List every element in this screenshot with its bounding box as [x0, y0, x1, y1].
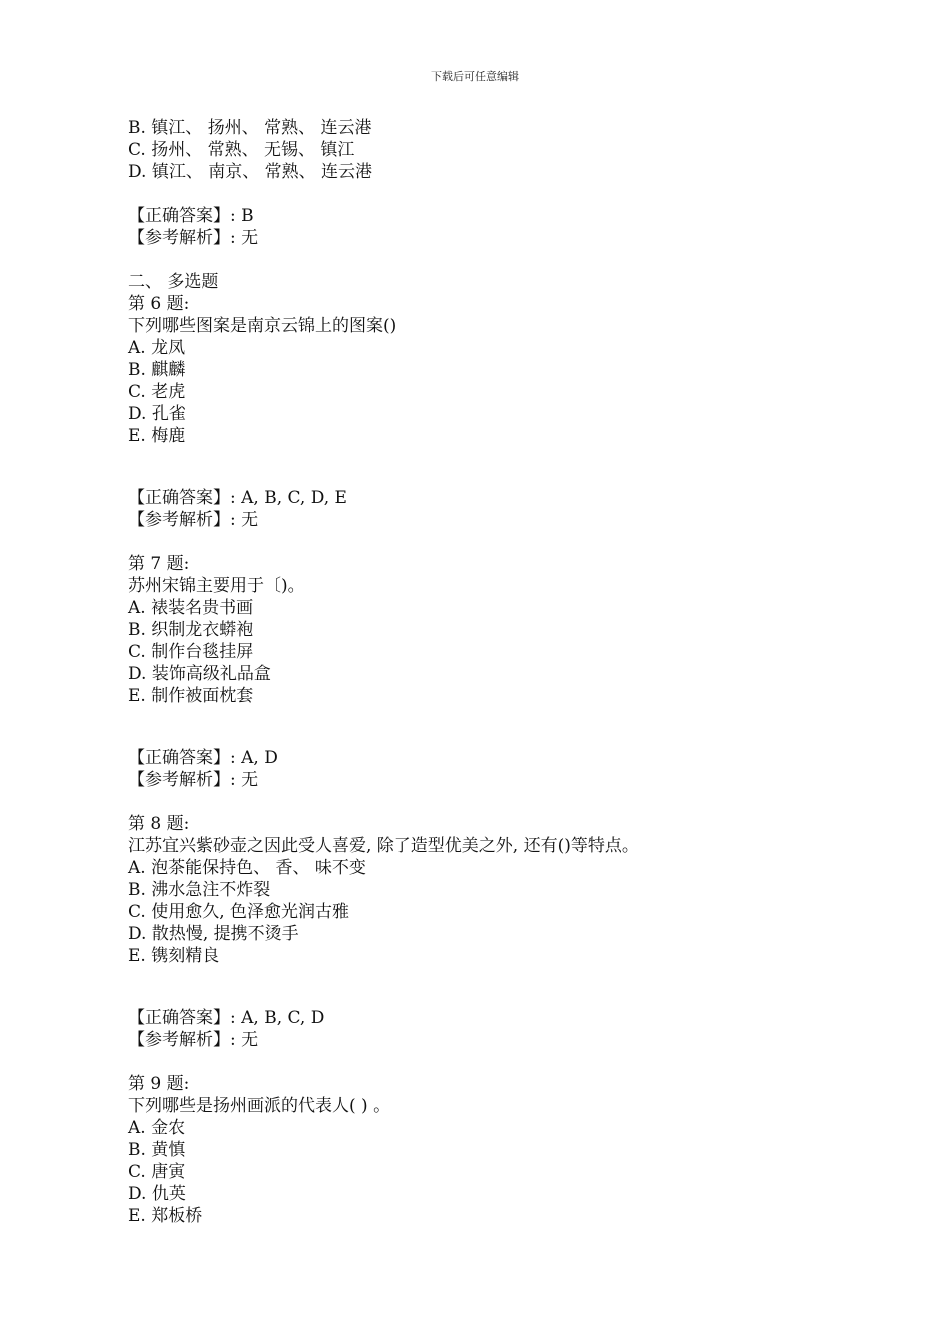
q6-option-d: D. 孔雀: [128, 404, 186, 424]
q6-answer: 【正确答案】: A, B, C, D, E: [128, 488, 347, 508]
q7-option-a: A. 裱装名贵书画: [128, 598, 254, 618]
q5-option-d: D. 镇江、 南京、 常熟、 连云港: [128, 162, 373, 182]
q8-answer: 【正确答案】: A, B, C, D: [128, 1008, 325, 1028]
q8-analysis: 【参考解析】: 无: [128, 1030, 259, 1050]
q5-option-b: B. 镇江、 扬州、 常熟、 连云港: [128, 118, 372, 138]
q8-stem: 江苏宜兴紫砂壶之因此受人喜爱, 除了造型优美之外, 还有()等特点。: [128, 836, 639, 856]
q8-option-b: B. 沸水急注不炸裂: [128, 880, 271, 900]
q6-analysis: 【参考解析】: 无: [128, 510, 259, 530]
q5-option-c: C. 扬州、 常熟、 无锡、 镇江: [128, 140, 355, 160]
q6-number: 第 6 题:: [128, 294, 190, 314]
q7-stem: 苏州宋锦主要用于〔)。: [128, 576, 305, 596]
q8-option-c: C. 使用愈久, 色泽愈光润古雅: [128, 902, 350, 922]
q8-number: 第 8 题:: [128, 814, 190, 834]
q6-option-a: A. 龙凤: [128, 338, 186, 358]
q6-option-b: B. 麒麟: [128, 360, 186, 380]
q9-option-e: E. 郑板桥: [128, 1206, 203, 1226]
q7-option-b: B. 织制龙衣蟒袍: [128, 620, 254, 640]
q9-option-c: C. 唐寅: [128, 1162, 186, 1182]
q6-option-c: C. 老虎: [128, 382, 186, 402]
q5-analysis: 【参考解析】: 无: [128, 228, 259, 248]
q7-option-e: E. 制作被面枕套: [128, 686, 254, 706]
q9-option-a: A. 金农: [128, 1118, 186, 1138]
q6-option-e: E. 梅鹿: [128, 426, 186, 446]
q5-answer: 【正确答案】: B: [128, 206, 254, 226]
q9-stem: 下列哪些是扬州画派的代表人( ) 。: [128, 1096, 391, 1116]
q9-option-b: B. 黄慎: [128, 1140, 186, 1160]
page-header: 下载后可任意编辑: [431, 70, 519, 83]
q7-number: 第 7 题:: [128, 554, 190, 574]
section-title: 二、 多选题: [128, 272, 219, 292]
q7-analysis: 【参考解析】: 无: [128, 770, 259, 790]
q9-number: 第 9 题:: [128, 1074, 190, 1094]
q8-option-e: E. 镌刻精良: [128, 946, 220, 966]
document-body: [128, 117, 908, 1227]
q6-stem: 下列哪些图案是南京云锦上的图案(): [128, 316, 397, 336]
q8-option-d: D. 散热慢, 提携不烫手: [128, 924, 299, 944]
q7-option-c: C. 制作台毯挂屏: [128, 642, 254, 662]
q8-option-a: A. 泡茶能保持色、 香、 味不变: [128, 858, 366, 878]
q9-option-d: D. 仇英: [128, 1184, 186, 1204]
q7-option-d: D. 装饰高级礼品盒: [128, 664, 271, 684]
q7-answer: 【正确答案】: A, D: [128, 748, 278, 768]
